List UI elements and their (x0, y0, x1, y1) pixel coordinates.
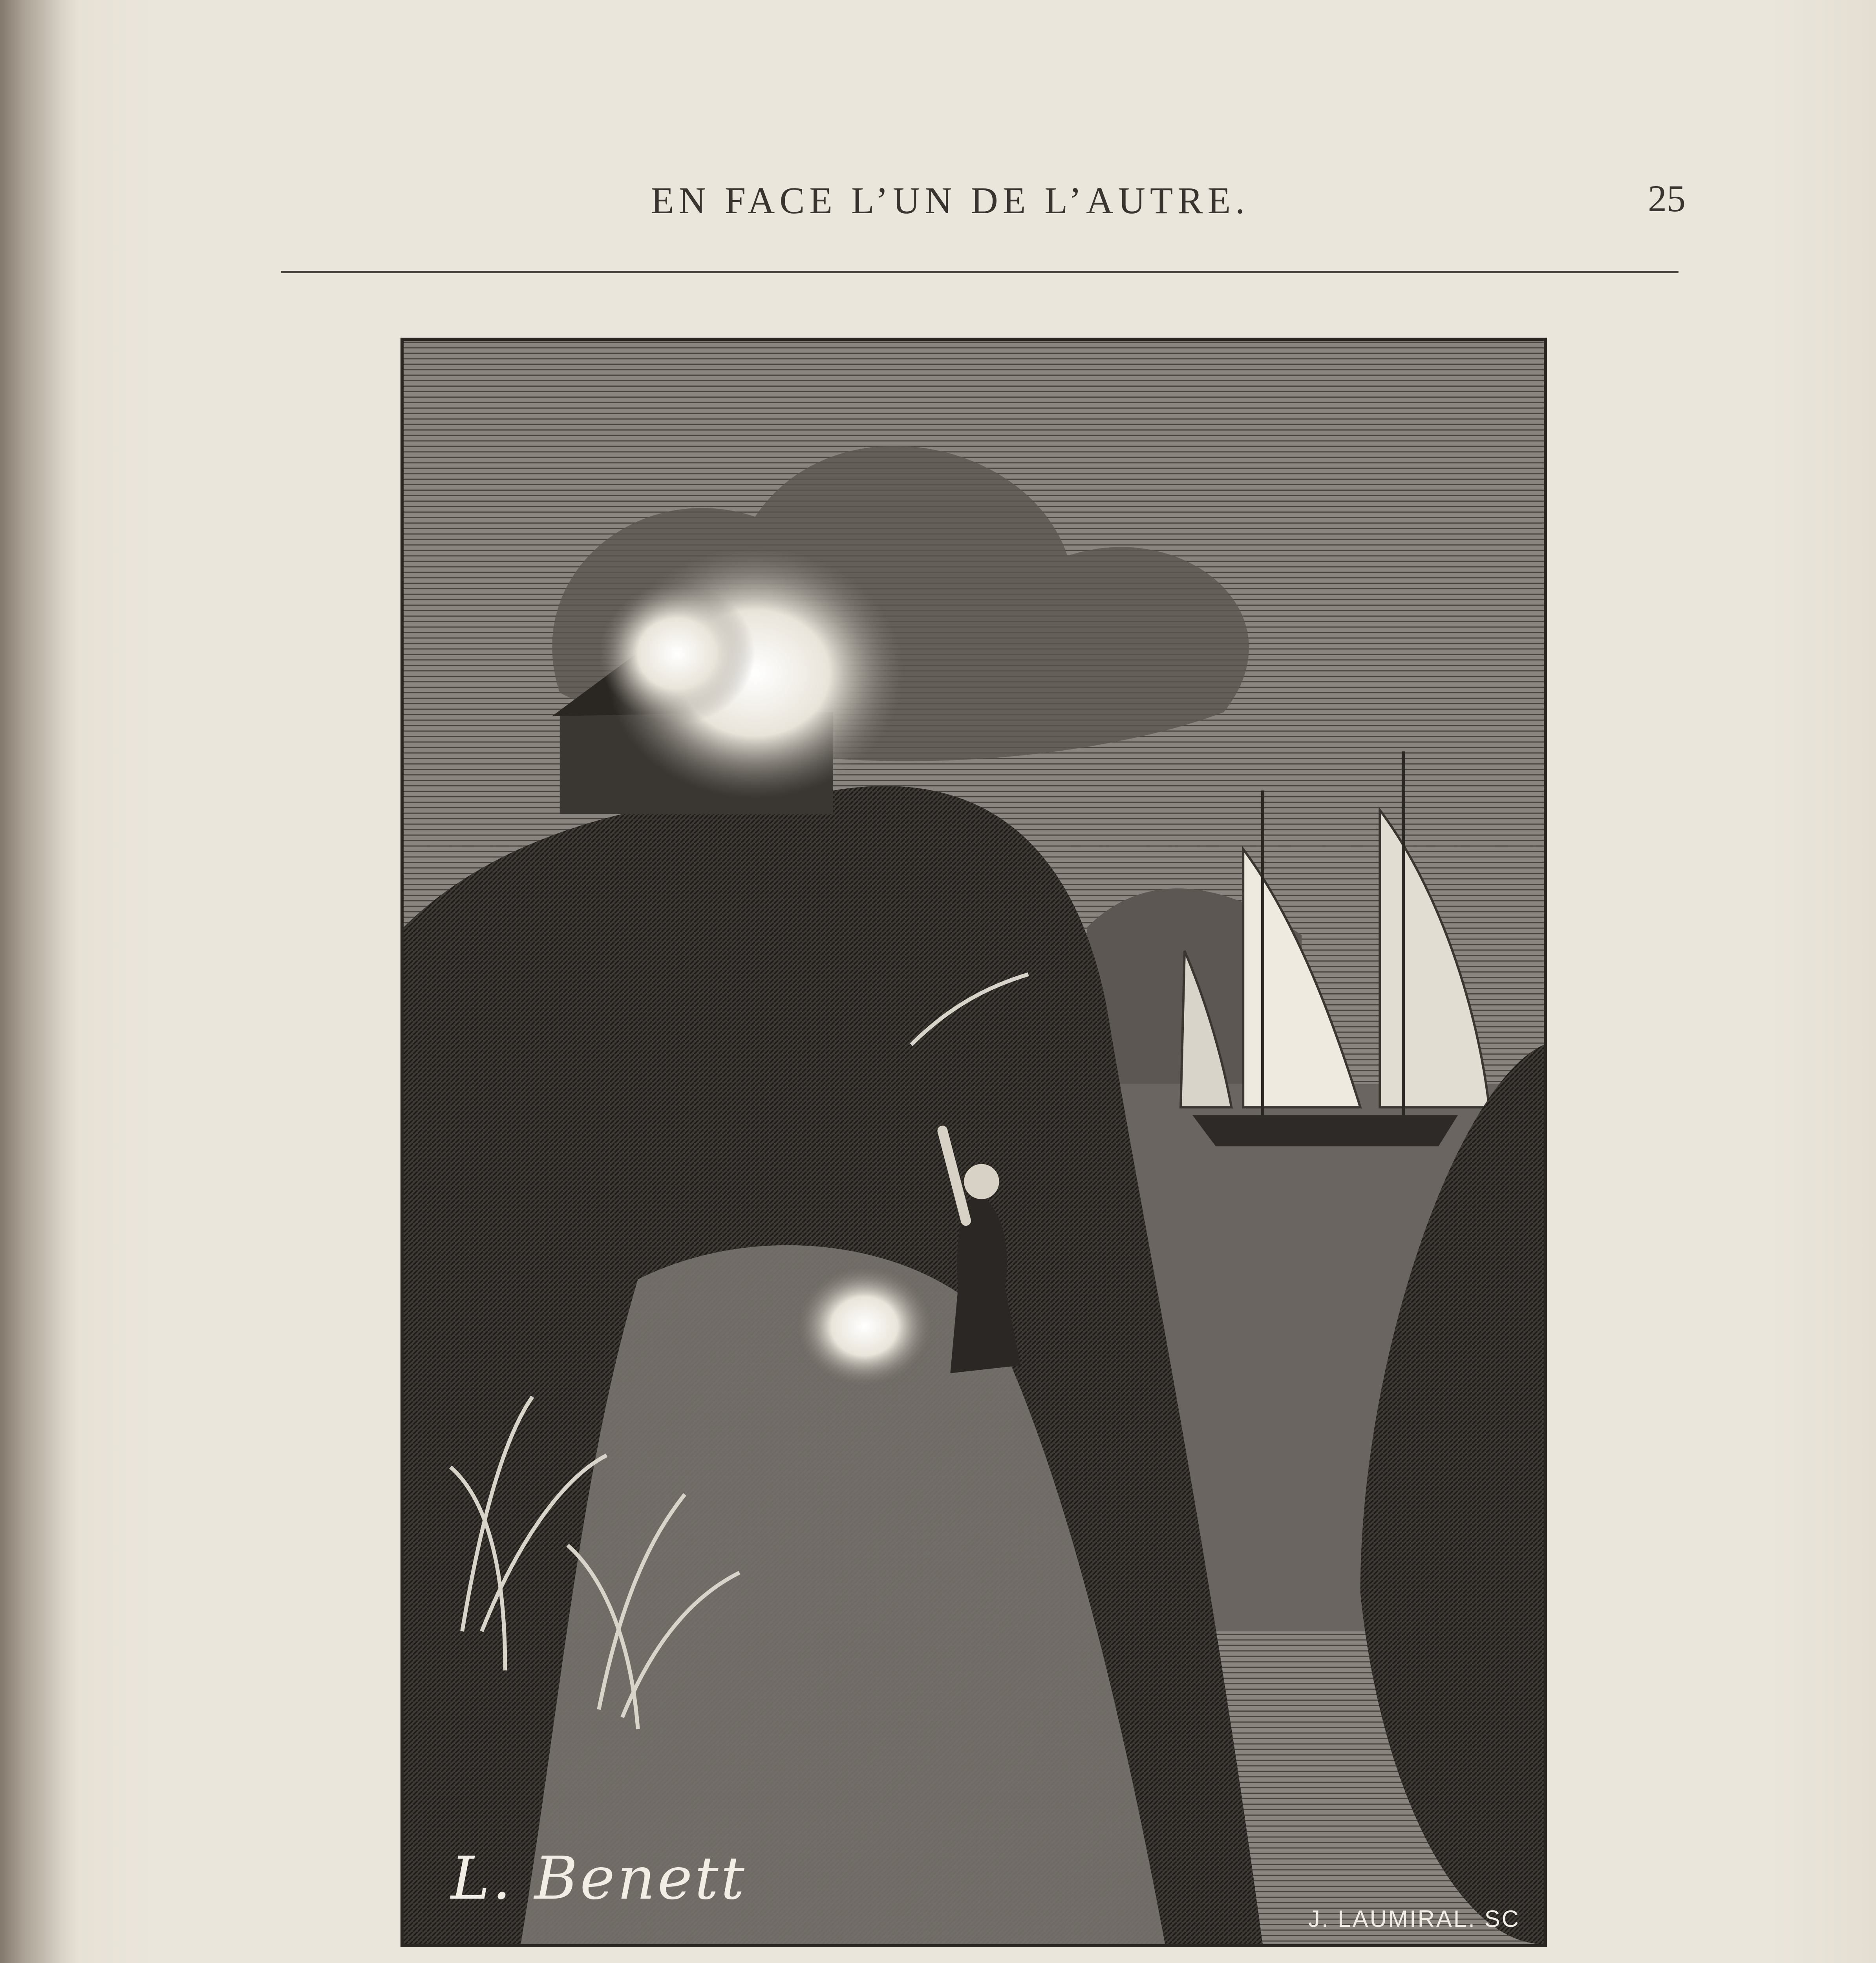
header-rule (281, 271, 1679, 273)
running-title: EN FACE L’UN DE L’AUTRE. (651, 179, 1250, 221)
engraving-scene (404, 341, 1544, 1944)
page-number: 25 (1648, 177, 1686, 219)
small-fire (798, 1268, 931, 1385)
engraver-signature: J. LAUMIRAL. SC (1308, 1906, 1520, 1932)
artist-signature: L. Benett (451, 1844, 747, 1913)
engraving-illustration (400, 338, 1547, 1947)
page-gutter-shadow (0, 0, 79, 1963)
